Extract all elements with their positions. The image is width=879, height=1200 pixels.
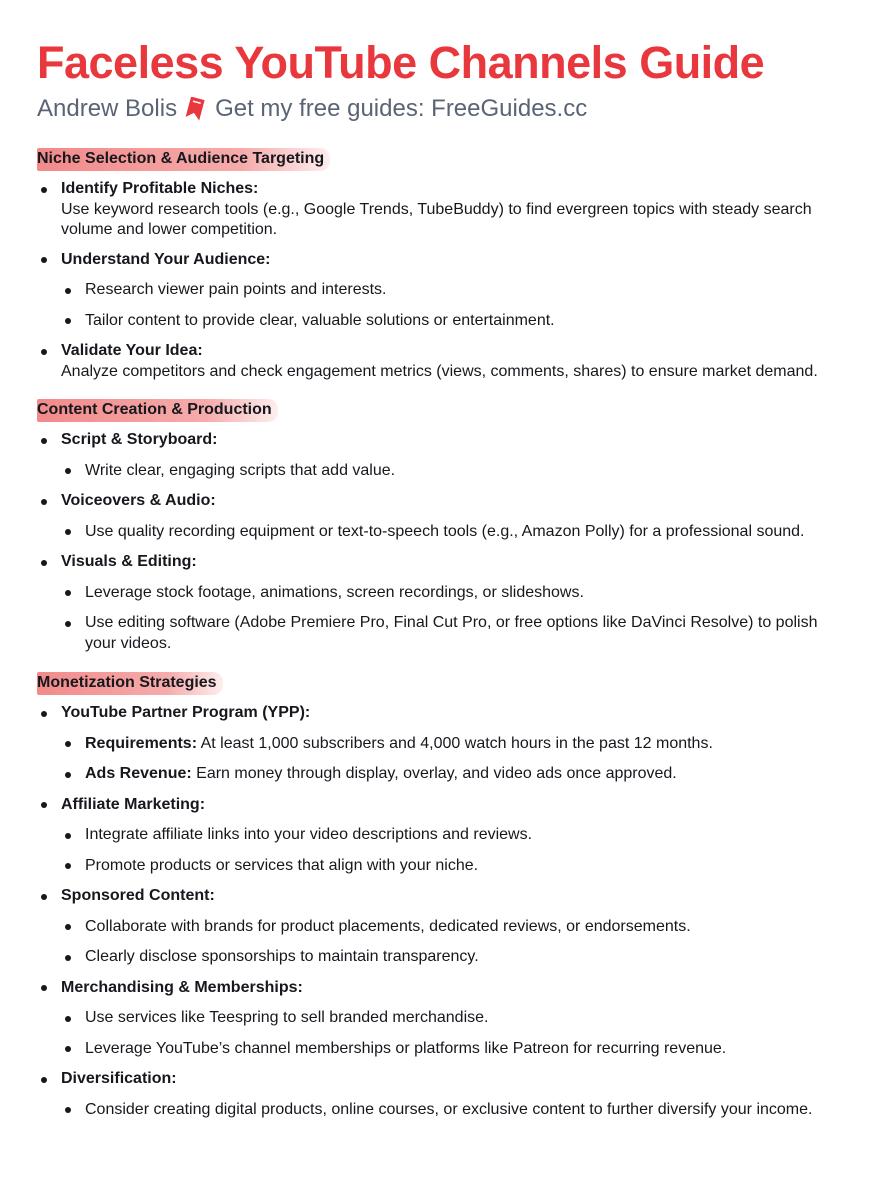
bullet-icon	[65, 1107, 71, 1113]
bullet-list	[37, 703, 837, 1120]
item-description: Use keyword research tools (e.g., Google Trends, TubeBuddy) to find evergreen topics with steady search volume and lower competition.	[61, 200, 812, 238]
page-subtitle	[37, 92, 837, 126]
sub-list	[61, 917, 837, 968]
bullet-icon	[65, 288, 71, 294]
list-item	[37, 886, 837, 968]
bullet-icon	[65, 590, 71, 596]
bullet-icon	[65, 955, 71, 961]
sub-list-item	[61, 825, 837, 846]
sub-list-item	[61, 583, 837, 604]
list-item	[37, 491, 837, 542]
item-label: Validate Your Idea:	[61, 342, 203, 359]
list-item	[37, 250, 837, 332]
sub-item-label: Requirements:	[85, 734, 198, 752]
list-item	[37, 795, 837, 877]
bullet-icon	[65, 833, 71, 839]
bullet-list	[37, 179, 837, 382]
sub-list-item	[61, 856, 837, 877]
sub-item-text: Use services like Teespring to sell branded merchandise.	[85, 1009, 489, 1026]
section-heading: Niche Selection & Audience Targeting	[37, 148, 330, 171]
sub-list-item	[61, 461, 837, 482]
bullet-icon	[65, 318, 71, 324]
bullet-icon	[41, 349, 47, 355]
sub-item-text: Collaborate with brands for product placements, dedicated reviews, or endorsements.	[85, 917, 691, 935]
bullet-icon	[41, 438, 47, 444]
bullet-icon	[65, 529, 71, 535]
bookmark-icon	[185, 97, 205, 121]
sub-item-text: Tailor content to provide clear, valuable solutions or entertainment.	[85, 311, 555, 329]
sub-list	[61, 280, 837, 331]
item-label: Visuals & Editing:	[61, 553, 197, 570]
bullet-icon	[41, 802, 47, 808]
sub-list-item	[61, 522, 837, 543]
sub-item-text: Earn money through display, overlay, and video ads once approved.	[196, 765, 677, 782]
bullet-icon	[65, 1046, 71, 1052]
sub-item-text: Leverage YouTube’s channel memberships or platforms like Patreon for recurring revenue.	[85, 1039, 727, 1057]
sub-list-item	[61, 1100, 837, 1121]
guide-sections	[37, 140, 837, 1120]
bullet-icon	[65, 924, 71, 930]
sub-item-text: Consider creating digital products, online courses, or exclusive content to further diversify your income.	[85, 1100, 813, 1118]
item-label: YouTube Partner Program (YPP):	[61, 704, 311, 721]
page-title: Faceless YouTube Channels Guide	[37, 37, 765, 88]
bullet-icon	[41, 711, 47, 717]
guide-page	[37, 36, 837, 1130]
bullet-icon	[65, 741, 71, 747]
sub-list-item	[61, 1008, 837, 1029]
sub-list	[61, 734, 837, 785]
sub-item-text: Integrate affiliate links into your video descriptions and reviews.	[85, 826, 533, 843]
sub-list-item	[61, 764, 837, 785]
bullet-icon	[65, 1016, 71, 1022]
item-label: Affiliate Marketing:	[61, 795, 206, 813]
free-guides-link[interactable]: Get my free guides: FreeGuides.cc	[215, 95, 588, 122]
sub-item-text: Promote products or services that align with your niche.	[85, 856, 479, 874]
bullet-icon	[41, 257, 47, 263]
sub-list-item	[61, 613, 837, 654]
bullet-icon	[41, 560, 47, 566]
bullet-icon	[41, 1077, 47, 1083]
section	[37, 391, 837, 654]
bullet-icon	[41, 894, 47, 900]
sub-list-item	[61, 1039, 837, 1060]
sub-item-label: Ads Revenue:	[85, 765, 192, 782]
item-label: Merchandising & Memberships:	[61, 978, 303, 996]
item-label: Script & Storyboard:	[61, 431, 218, 448]
sub-item-text: Use editing software (Adobe Premiere Pro, Final Cut Pro, or free options like DaVinci Resolve) to polish your videos.	[85, 614, 818, 652]
bullet-icon	[41, 985, 47, 991]
sub-item-text: Clearly disclose sponsorships to maintain transparency.	[85, 948, 479, 965]
sub-item-text: Write clear, engaging scripts that add value.	[85, 461, 396, 479]
sub-list	[61, 825, 837, 876]
sub-list-item	[61, 311, 837, 332]
bullet-icon	[65, 863, 71, 869]
list-item	[37, 179, 837, 241]
bullet-list	[37, 430, 837, 654]
section	[37, 140, 837, 382]
author-name: Andrew Bolis	[37, 95, 178, 122]
item-label: Diversification:	[61, 1070, 177, 1087]
item-description: Analyze competitors and check engagement metrics (views, comments, shares) to ensure market demand.	[61, 362, 818, 380]
list-item	[37, 552, 837, 654]
section	[37, 664, 837, 1120]
bullet-icon	[41, 499, 47, 505]
item-label: Voiceovers & Audio:	[61, 492, 216, 509]
sub-list-item	[61, 280, 837, 301]
section-heading: Content Creation & Production	[37, 399, 278, 422]
sub-list	[61, 461, 837, 482]
bullet-icon	[41, 187, 47, 193]
sub-list-item	[61, 947, 837, 968]
sub-item-text: Research viewer pain points and interests.	[85, 281, 387, 298]
item-label: Understand Your Audience:	[61, 250, 271, 268]
sub-list	[61, 522, 837, 543]
sub-list	[61, 1008, 837, 1059]
bullet-icon	[65, 468, 71, 474]
section-heading: Monetization Strategies	[37, 672, 223, 695]
list-item	[37, 703, 837, 785]
sub-list-item	[61, 734, 837, 755]
sub-list	[61, 583, 837, 655]
bullet-icon	[65, 772, 71, 778]
list-item	[37, 341, 837, 382]
item-label: Sponsored Content:	[61, 887, 215, 904]
item-label: Identify Profitable Niches:	[61, 180, 259, 197]
sub-list	[61, 1100, 837, 1121]
sub-list-item	[61, 917, 837, 938]
list-item	[37, 978, 837, 1060]
sub-item-text: At least 1,000 subscribers and 4,000 watch hours in the past 12 months.	[200, 734, 713, 752]
sub-item-text: Leverage stock footage, animations, screen recordings, or slideshows.	[85, 583, 584, 601]
list-item	[37, 430, 837, 481]
list-item	[37, 1069, 837, 1120]
sub-item-text: Use quality recording equipment or text-to-speech tools (e.g., Amazon Polly) for a professional sound.	[85, 522, 805, 540]
bullet-icon	[65, 621, 71, 627]
